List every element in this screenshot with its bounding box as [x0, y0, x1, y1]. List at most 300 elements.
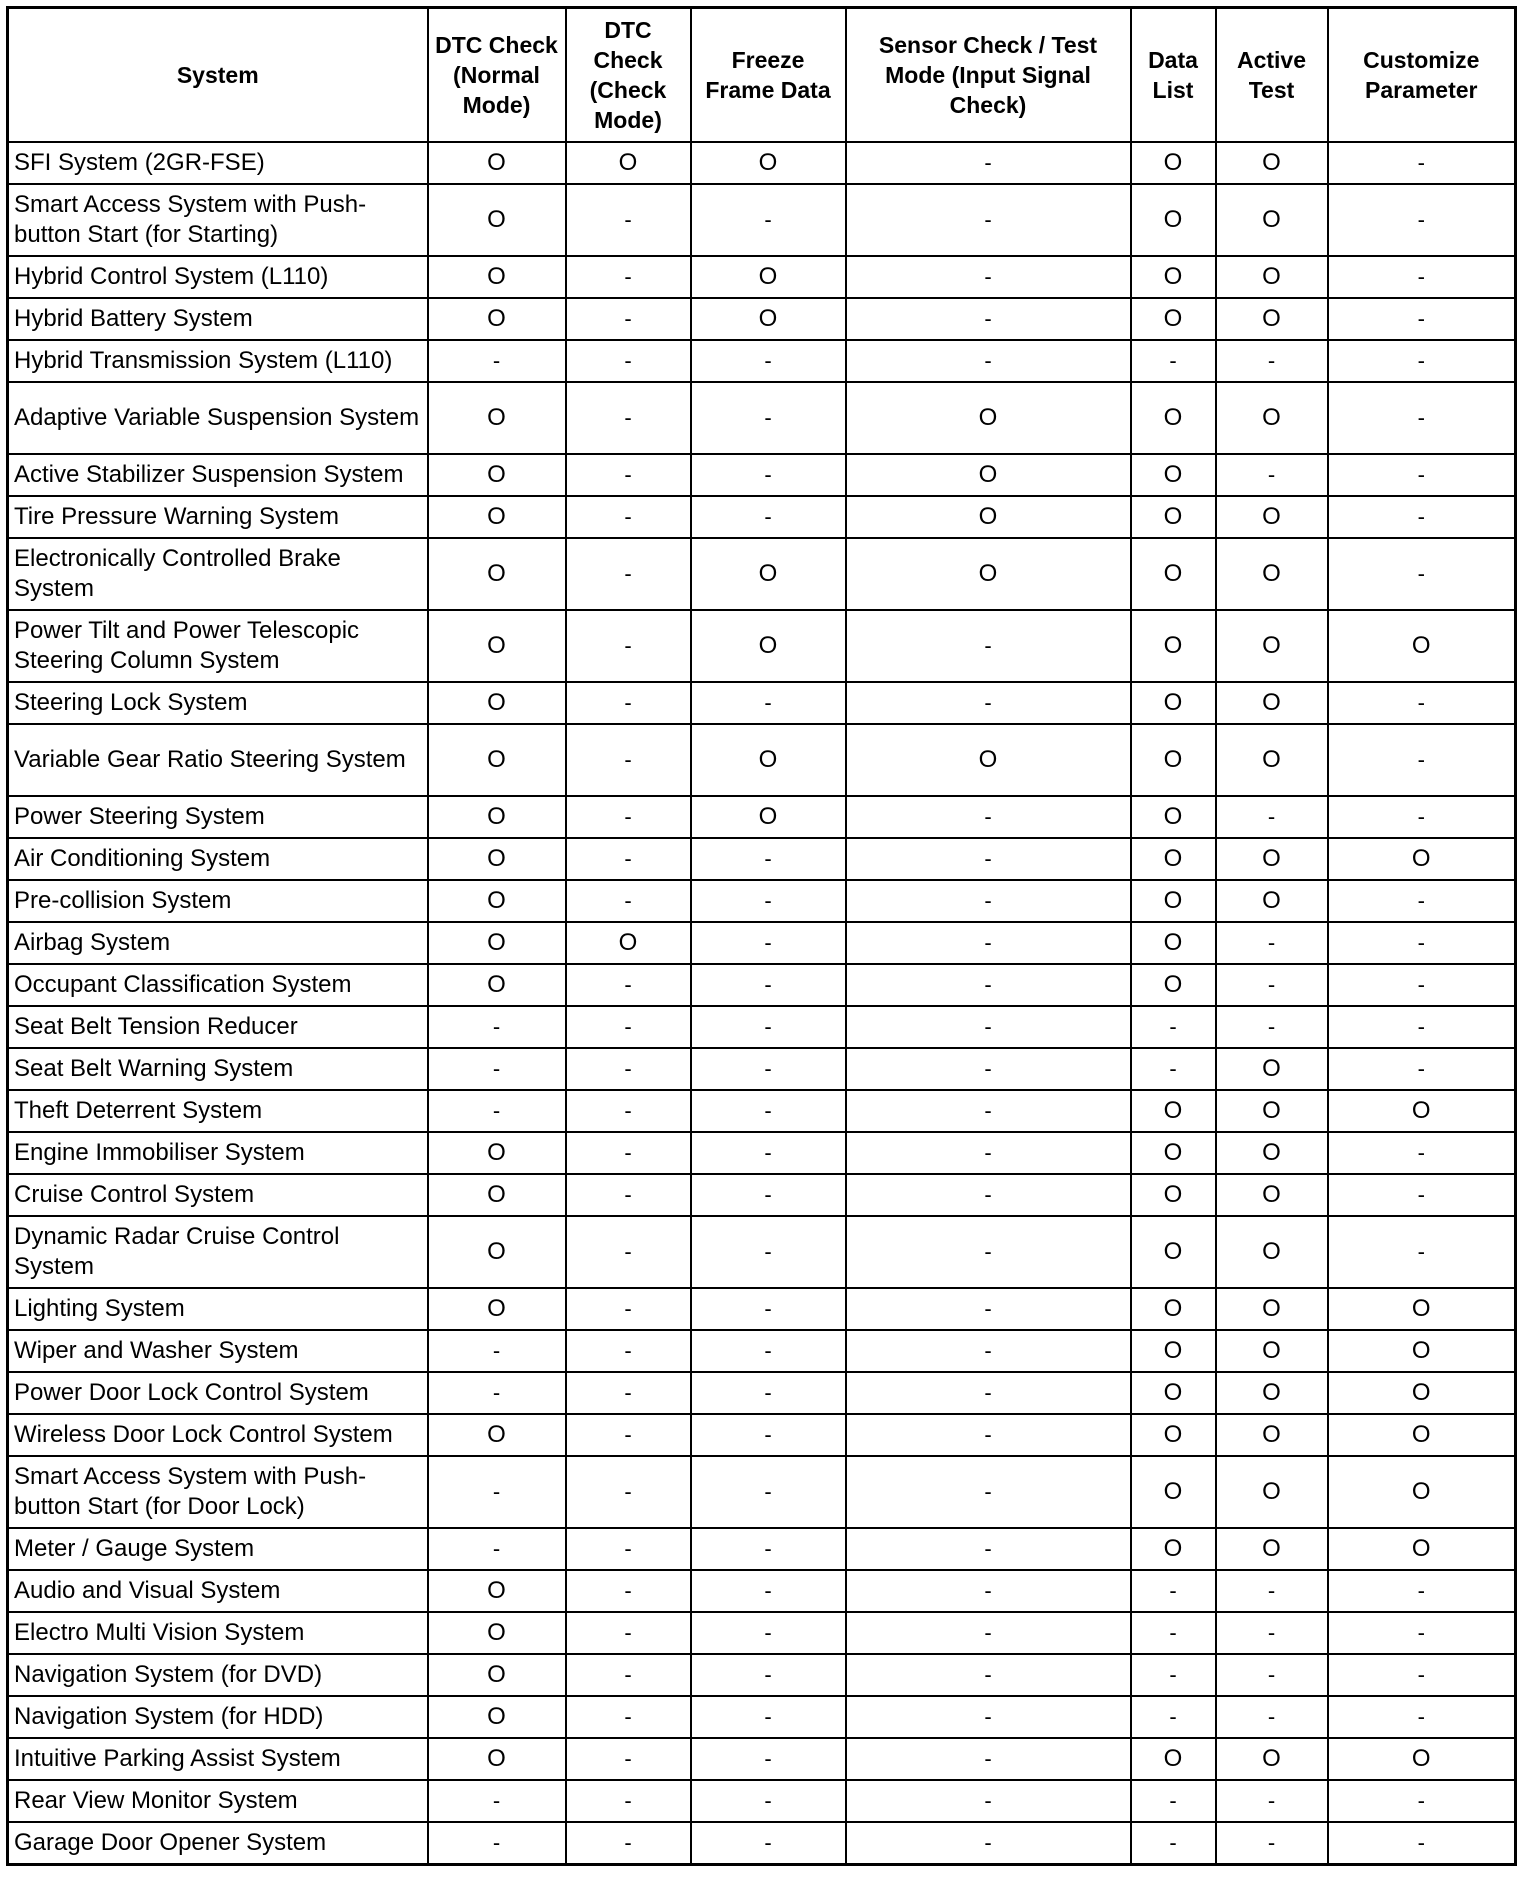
table-row	[8, 1696, 1516, 1738]
supported-mark: O	[618, 149, 638, 176]
supported-mark: O	[1163, 263, 1183, 290]
unsupported-mark: -	[492, 1014, 501, 1039]
unsupported-mark: -	[984, 1830, 992, 1855]
support-cell	[1216, 1132, 1328, 1174]
unsupported-mark: -	[624, 1479, 632, 1504]
system-name-cell: Power Door Lock Control System	[8, 1372, 428, 1414]
support-cell	[1131, 682, 1216, 724]
unsupported-mark: -	[1417, 930, 1425, 955]
support-cell	[566, 1612, 691, 1654]
unsupported-mark: -	[624, 1380, 632, 1405]
system-name-cell: Tire Pressure Warning System	[8, 496, 428, 538]
unsupported-mark: -	[764, 1662, 772, 1687]
unsupported-mark: -	[492, 1536, 501, 1561]
support-cell	[428, 1216, 566, 1288]
supported-mark: O	[1262, 263, 1281, 290]
system-name-cell: Pre-collision System	[8, 880, 428, 922]
support-cell	[428, 142, 566, 184]
support-cell	[691, 796, 846, 838]
table-row	[8, 922, 1516, 964]
unsupported-mark: -	[624, 1704, 632, 1729]
support-cell	[846, 964, 1131, 1006]
unsupported-mark: -	[764, 1239, 772, 1264]
support-cell	[691, 1288, 846, 1330]
unsupported-mark: -	[1169, 348, 1177, 373]
table-row	[8, 1822, 1516, 1865]
support-cell	[566, 1456, 691, 1528]
support-cell	[691, 1048, 846, 1090]
support-cell	[691, 1612, 846, 1654]
support-cell	[566, 184, 691, 256]
supported-mark: O	[1411, 1745, 1431, 1772]
supported-mark: O	[978, 503, 998, 530]
header-sensor-check: Sensor Check / Test Mode (Input Signal Check)	[846, 8, 1131, 143]
support-cell	[691, 1654, 846, 1696]
unsupported-mark: -	[624, 888, 632, 913]
support-cell	[846, 382, 1131, 454]
support-cell	[428, 340, 566, 382]
unsupported-mark: -	[1169, 1578, 1177, 1603]
support-cell	[691, 340, 846, 382]
supported-mark: O	[487, 206, 506, 233]
support-cell	[566, 1570, 691, 1612]
unsupported-mark: -	[1169, 1056, 1177, 1081]
support-cell	[846, 1696, 1131, 1738]
system-name-cell: Navigation System (for HDD)	[8, 1696, 428, 1738]
unsupported-mark: -	[624, 1578, 632, 1603]
unsupported-mark: -	[764, 1620, 772, 1645]
unsupported-mark: -	[1417, 1704, 1425, 1729]
support-cell	[1131, 1132, 1216, 1174]
support-cell	[1131, 1048, 1216, 1090]
support-cell	[428, 880, 566, 922]
unsupported-mark: -	[984, 1338, 992, 1363]
support-cell	[1328, 610, 1516, 682]
support-cell	[428, 1288, 566, 1330]
system-name-cell: Engine Immobiliser System	[8, 1132, 428, 1174]
support-cell	[566, 922, 691, 964]
unsupported-mark: -	[764, 1746, 772, 1771]
support-cell	[1216, 1570, 1328, 1612]
supported-mark: O	[758, 263, 778, 290]
support-cell	[1131, 142, 1216, 184]
support-cell	[846, 340, 1131, 382]
unsupported-mark: -	[764, 1578, 772, 1603]
supported-mark: O	[1262, 845, 1281, 872]
supported-mark: O	[1163, 689, 1183, 716]
system-name-cell: Theft Deterrent System	[8, 1090, 428, 1132]
supported-mark: O	[1262, 1478, 1281, 1505]
system-name-cell: Occupant Classification System	[8, 964, 428, 1006]
support-cell	[566, 256, 691, 298]
support-cell	[1131, 454, 1216, 496]
support-cell	[846, 184, 1131, 256]
supported-mark: O	[1163, 1337, 1183, 1364]
support-cell	[846, 838, 1131, 880]
supported-mark: O	[758, 632, 778, 659]
table-row	[8, 1090, 1516, 1132]
support-cell	[691, 1414, 846, 1456]
supported-mark: O	[758, 149, 778, 176]
unsupported-mark: -	[984, 804, 992, 829]
support-cell	[1328, 1006, 1516, 1048]
support-cell	[1216, 796, 1328, 838]
supported-mark: O	[758, 746, 778, 773]
table-row	[8, 880, 1516, 922]
supported-mark: O	[487, 689, 506, 716]
unsupported-mark: -	[984, 972, 992, 997]
table-row	[8, 496, 1516, 538]
supported-mark: O	[1163, 560, 1183, 587]
system-name-cell: Electronically Controlled Brake System	[8, 538, 428, 610]
supported-mark: O	[487, 1619, 506, 1646]
system-name-cell: Hybrid Battery System	[8, 298, 428, 340]
support-cell	[566, 1372, 691, 1414]
support-cell	[846, 1174, 1131, 1216]
unsupported-mark: -	[1267, 1830, 1276, 1855]
unsupported-mark: -	[492, 1479, 501, 1504]
unsupported-mark: -	[764, 1536, 772, 1561]
support-cell	[691, 1174, 846, 1216]
support-cell	[1131, 496, 1216, 538]
supported-mark: O	[487, 746, 506, 773]
table-row	[8, 538, 1516, 610]
unsupported-mark: -	[764, 1140, 772, 1165]
table-row	[8, 1330, 1516, 1372]
support-cell	[691, 142, 846, 184]
support-cell	[1131, 964, 1216, 1006]
unsupported-mark: -	[764, 348, 772, 373]
support-cell	[1131, 922, 1216, 964]
support-cell	[1216, 880, 1328, 922]
support-cell	[1328, 1654, 1516, 1696]
unsupported-mark: -	[764, 207, 772, 232]
supported-mark: O	[487, 1661, 506, 1688]
unsupported-mark: -	[492, 1830, 501, 1855]
support-cell	[566, 1132, 691, 1174]
support-cell	[1216, 1330, 1328, 1372]
support-cell	[846, 496, 1131, 538]
table-row	[8, 1132, 1516, 1174]
unsupported-mark: -	[984, 1536, 992, 1561]
support-cell	[1216, 1174, 1328, 1216]
unsupported-mark: -	[764, 930, 772, 955]
support-cell	[1328, 496, 1516, 538]
support-cell	[1328, 382, 1516, 454]
supported-mark: O	[487, 263, 506, 290]
system-name-cell: Smart Access System with Push-button Start (for Door Lock)	[8, 1456, 428, 1528]
support-cell	[566, 538, 691, 610]
support-cell	[1131, 1414, 1216, 1456]
support-cell	[1216, 1288, 1328, 1330]
support-cell	[428, 796, 566, 838]
support-cell	[1216, 724, 1328, 796]
unsupported-mark: -	[764, 405, 772, 430]
supported-mark: O	[487, 632, 506, 659]
table-row	[8, 1288, 1516, 1330]
unsupported-mark: -	[1417, 561, 1425, 586]
support-cell	[428, 1738, 566, 1780]
unsupported-mark: -	[984, 150, 992, 175]
support-cell	[691, 724, 846, 796]
support-cell	[691, 610, 846, 682]
unsupported-mark: -	[1417, 972, 1425, 997]
unsupported-mark: -	[1417, 804, 1425, 829]
unsupported-mark: -	[984, 1182, 992, 1207]
unsupported-mark: -	[624, 1788, 632, 1813]
supported-mark: O	[978, 746, 998, 773]
unsupported-mark: -	[764, 1479, 772, 1504]
supported-mark: O	[1262, 1097, 1281, 1124]
unsupported-mark: -	[1417, 1788, 1425, 1813]
table-row	[8, 724, 1516, 796]
support-cell	[566, 1048, 691, 1090]
header-active-test: Active Test	[1216, 8, 1328, 143]
support-cell	[691, 1528, 846, 1570]
support-cell	[1131, 1822, 1216, 1865]
support-cell	[1328, 1528, 1516, 1570]
unsupported-mark: -	[624, 1338, 632, 1363]
unsupported-mark: -	[624, 1182, 632, 1207]
support-cell	[566, 1780, 691, 1822]
table-row	[8, 682, 1516, 724]
support-cell	[1131, 1174, 1216, 1216]
support-cell	[428, 454, 566, 496]
support-cell	[1328, 1048, 1516, 1090]
support-cell	[1216, 682, 1328, 724]
support-cell	[1328, 538, 1516, 610]
unsupported-mark: -	[1417, 1182, 1425, 1207]
support-cell	[1328, 838, 1516, 880]
unsupported-mark: -	[764, 504, 772, 529]
unsupported-mark: -	[1267, 804, 1276, 829]
supported-mark: O	[758, 560, 778, 587]
supported-mark: O	[487, 503, 506, 530]
unsupported-mark: -	[624, 1296, 632, 1321]
support-cell	[1216, 298, 1328, 340]
support-cell	[846, 1414, 1131, 1456]
supported-mark: O	[487, 803, 506, 830]
unsupported-mark: -	[1417, 1830, 1425, 1855]
support-cell	[1328, 724, 1516, 796]
supported-mark: O	[1262, 689, 1281, 716]
support-cell	[1328, 454, 1516, 496]
system-name-cell: Wiper and Washer System	[8, 1330, 428, 1372]
support-cell	[428, 298, 566, 340]
unsupported-mark: -	[1417, 1662, 1425, 1687]
support-cell	[1216, 1696, 1328, 1738]
support-cell	[1328, 298, 1516, 340]
support-cell	[691, 538, 846, 610]
support-cell	[1131, 1006, 1216, 1048]
support-cell	[566, 454, 691, 496]
support-cell	[1216, 1738, 1328, 1780]
unsupported-mark: -	[984, 264, 992, 289]
support-cell	[1131, 1780, 1216, 1822]
support-cell	[846, 1612, 1131, 1654]
supported-mark: O	[487, 845, 506, 872]
support-cell	[566, 1006, 691, 1048]
table-row	[8, 1780, 1516, 1822]
supported-mark: O	[1262, 1379, 1281, 1406]
supported-mark: O	[1163, 461, 1183, 488]
unsupported-mark: -	[624, 462, 632, 487]
support-cell	[691, 922, 846, 964]
supported-mark: O	[1262, 1055, 1281, 1082]
unsupported-mark: -	[1267, 462, 1276, 487]
support-cell	[566, 1528, 691, 1570]
supported-mark: O	[1262, 1238, 1281, 1265]
support-cell	[1131, 1696, 1216, 1738]
support-cell	[1216, 538, 1328, 610]
support-cell	[566, 1822, 691, 1865]
table-row	[8, 382, 1516, 454]
support-cell	[691, 1738, 846, 1780]
table-row	[8, 1048, 1516, 1090]
support-cell	[1328, 1174, 1516, 1216]
unsupported-mark: -	[1417, 1578, 1425, 1603]
support-cell	[846, 1822, 1131, 1865]
support-cell	[1216, 184, 1328, 256]
unsupported-mark: -	[624, 405, 632, 430]
unsupported-mark: -	[1417, 264, 1425, 289]
unsupported-mark: -	[1417, 150, 1425, 175]
supported-mark: O	[978, 461, 998, 488]
unsupported-mark: -	[764, 888, 772, 913]
support-cell	[428, 1006, 566, 1048]
support-cell	[1216, 454, 1328, 496]
support-cell	[1131, 880, 1216, 922]
support-cell	[691, 382, 846, 454]
header-customize-parameter: Customize Parameter	[1328, 8, 1516, 143]
unsupported-mark: -	[1417, 747, 1425, 772]
unsupported-mark: -	[984, 1620, 992, 1645]
unsupported-mark: -	[624, 306, 632, 331]
supported-mark: O	[1163, 632, 1183, 659]
supported-mark: O	[1262, 149, 1281, 176]
unsupported-mark: -	[984, 633, 992, 658]
support-cell	[846, 1570, 1131, 1612]
support-cell	[1328, 1372, 1516, 1414]
support-cell	[566, 724, 691, 796]
support-cell	[1328, 1330, 1516, 1372]
unsupported-mark: -	[764, 1830, 772, 1855]
support-cell	[1216, 1822, 1328, 1865]
support-cell	[846, 454, 1131, 496]
supported-mark: O	[1262, 1295, 1281, 1322]
support-cell	[1216, 256, 1328, 298]
support-cell	[691, 496, 846, 538]
support-cell	[428, 1132, 566, 1174]
unsupported-mark: -	[984, 1056, 992, 1081]
unsupported-mark: -	[624, 207, 632, 232]
system-name-cell: Seat Belt Tension Reducer	[8, 1006, 428, 1048]
table-row	[8, 1174, 1516, 1216]
support-cell	[566, 964, 691, 1006]
support-cell	[691, 1006, 846, 1048]
unsupported-mark: -	[984, 1704, 992, 1729]
support-cell	[691, 256, 846, 298]
unsupported-mark: -	[984, 1746, 992, 1771]
unsupported-mark: -	[624, 504, 632, 529]
unsupported-mark: -	[1417, 690, 1425, 715]
support-cell	[1131, 1654, 1216, 1696]
system-name-cell: Active Stabilizer Suspension System	[8, 454, 428, 496]
unsupported-mark: -	[1169, 1704, 1177, 1729]
unsupported-mark: -	[624, 1422, 632, 1447]
unsupported-mark: -	[764, 1704, 772, 1729]
support-cell	[1131, 382, 1216, 454]
unsupported-mark: -	[984, 1479, 992, 1504]
system-name-cell: Power Steering System	[8, 796, 428, 838]
support-cell	[1216, 496, 1328, 538]
system-name-cell: Audio and Visual System	[8, 1570, 428, 1612]
unsupported-mark: -	[1267, 1704, 1276, 1729]
system-name-cell: Smart Access System with Push-button Start (for Starting)	[8, 184, 428, 256]
table-row	[8, 142, 1516, 184]
table-row	[8, 298, 1516, 340]
support-cell	[1131, 1612, 1216, 1654]
support-cell	[846, 142, 1131, 184]
header-data-list: Data List	[1131, 8, 1216, 143]
unsupported-mark: -	[984, 930, 992, 955]
support-cell	[1131, 1216, 1216, 1288]
unsupported-mark: -	[764, 846, 772, 871]
unsupported-mark: -	[1169, 1014, 1177, 1039]
system-name-cell: Wireless Door Lock Control System	[8, 1414, 428, 1456]
unsupported-mark: -	[624, 1662, 632, 1687]
support-cell	[1328, 1132, 1516, 1174]
support-cell	[428, 1696, 566, 1738]
support-cell	[1131, 1330, 1216, 1372]
unsupported-mark: -	[624, 1620, 632, 1645]
support-cell	[1216, 142, 1328, 184]
system-name-cell: Dynamic Radar Cruise Control System	[8, 1216, 428, 1288]
support-cell	[691, 1570, 846, 1612]
table-row	[8, 610, 1516, 682]
support-cell	[691, 1330, 846, 1372]
support-cell	[691, 184, 846, 256]
table-row	[8, 1528, 1516, 1570]
unsupported-mark: -	[764, 690, 772, 715]
table-row	[8, 1006, 1516, 1048]
system-name-cell: Seat Belt Warning System	[8, 1048, 428, 1090]
unsupported-mark: -	[984, 846, 992, 871]
support-cell	[566, 340, 691, 382]
support-cell	[428, 1456, 566, 1528]
support-cell	[566, 1696, 691, 1738]
unsupported-mark: -	[1417, 1056, 1425, 1081]
support-cell	[1216, 340, 1328, 382]
supported-mark: O	[487, 1577, 506, 1604]
support-cell	[428, 682, 566, 724]
support-cell	[1216, 1216, 1328, 1288]
unsupported-mark: -	[984, 1578, 992, 1603]
support-cell	[428, 1654, 566, 1696]
system-name-cell: Intuitive Parking Assist System	[8, 1738, 428, 1780]
support-cell	[846, 1132, 1131, 1174]
support-cell	[566, 142, 691, 184]
supported-mark: O	[1163, 1238, 1183, 1265]
system-name-cell: Navigation System (for DVD)	[8, 1654, 428, 1696]
unsupported-mark: -	[624, 1098, 632, 1123]
supported-mark: O	[487, 461, 506, 488]
support-cell	[566, 682, 691, 724]
support-cell	[566, 1288, 691, 1330]
support-cell	[1328, 1414, 1516, 1456]
support-cell	[846, 1006, 1131, 1048]
support-cell	[1328, 184, 1516, 256]
